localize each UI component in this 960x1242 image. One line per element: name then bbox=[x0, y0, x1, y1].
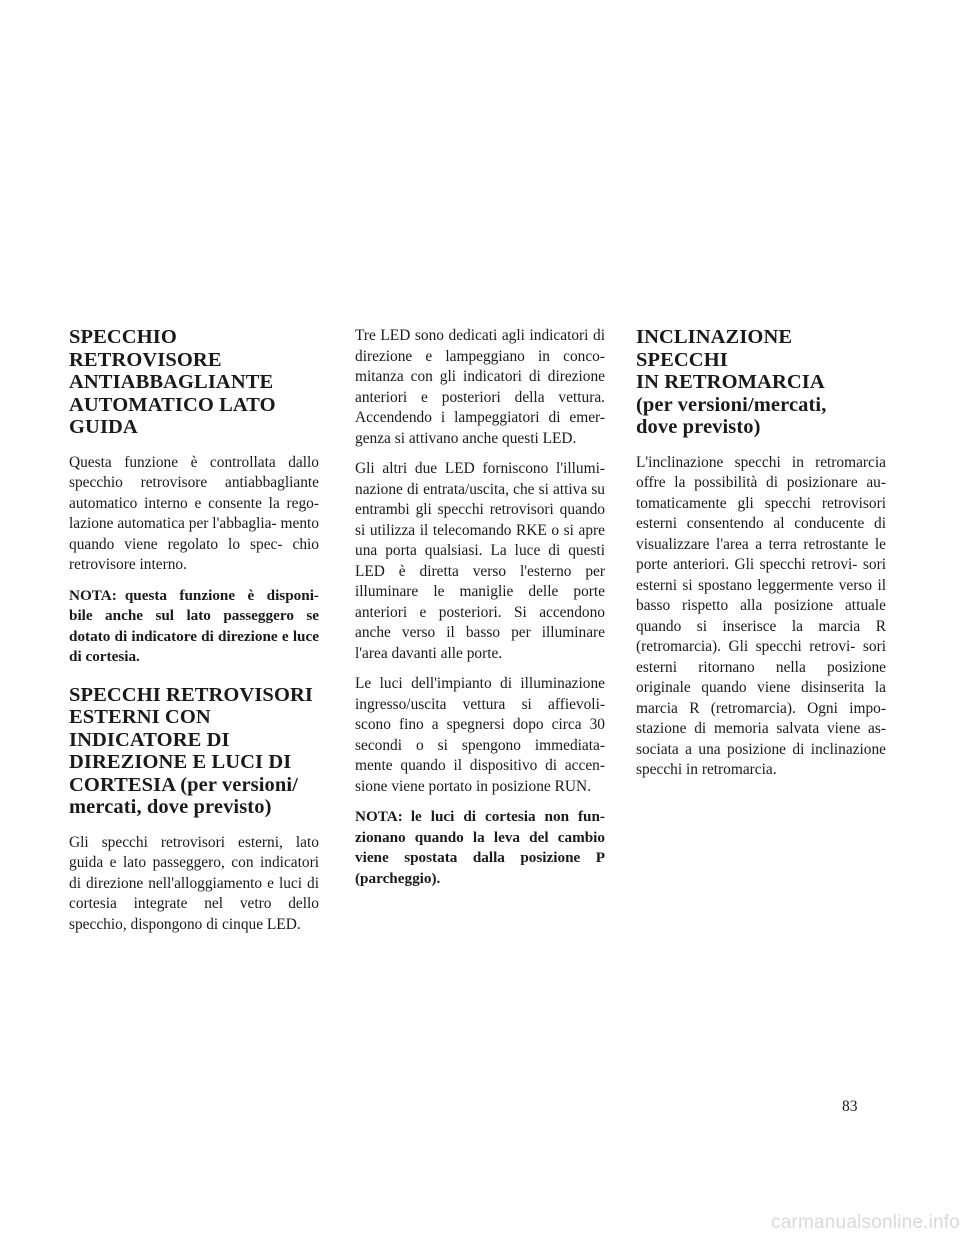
paragraph-turn-signal-leds: Tre LED sono dedicati agli indicatori di direzione e lampeggiano in conco- mitanza con gli indicatori di direzione anteriori e posteriori della vettura. Accendendo i lampeggiatori di emer- genza si attivano anche questi LED. bbox=[355, 327, 605, 447]
note-text: le luci di cortesia non fun- zionano quando la leva del cambio viene spostata dalla posizione P (parcheggio). bbox=[355, 808, 605, 887]
paragraph-exterior-mirrors-leds: Gli specchi retrovisori esterni, lato guida e lato passeggero, con indicatori di direzione nell'alloggiamento e luci di cortesia integrate nel vetro dello specchio, dispongono di cinque LED. bbox=[69, 833, 319, 933]
watermark: carmanualsonline.info bbox=[771, 1212, 960, 1233]
paragraph-reverse-tilt-description: L'inclinazione specchi in retromarcia offre la possibilità di posizionare au- tomaticamente gli specchi retrovisori esterni consentendo al conducente di visualizzare l'area a terra retrostante le porte anteriori. Gli specchi retrovi- sori esterni si spostano leggermente verso il basso rispetto alla posizione attuale quando si inserisce la marcia R (retromarcia). Gli specchi retrovi- sori esterni ritornano nella posizione originale quando viene disinserita la marcia R (retromarcia). Ogni impo- stazione di memoria salvata viene as- sociata a una posizione di inclinazione specchi in retromarcia. bbox=[636, 453, 886, 778]
column-left bbox=[69, 326, 319, 945]
note-label: NOTA: bbox=[69, 586, 117, 604]
column-right bbox=[636, 326, 886, 791]
paragraph-auto-dimming-description: Questa funzione è controllata dallo specchio retrovisore antiabbagliante automatico interno e consente la rego- lazione automatica per l'abbaglia- mento quando viene regolato lo spec- chio retrovisore interno. bbox=[69, 453, 319, 573]
page-number: 83 bbox=[842, 1098, 858, 1115]
note-courtesy-lights bbox=[355, 807, 605, 889]
section-heading-reverse-tilt-mirrors: INCLINAZIONE SPECCHI IN RETROMARCIA (per versioni/mercati, dove previsto) bbox=[636, 326, 827, 438]
section-heading-exterior-mirrors-turn-signal: SPECCHI RETROVISORI ESTERNI CON INDICATORE DI DIREZIONE E LUCI DI CORTESIA (per versioni/ mercati, dove previsto) bbox=[69, 683, 313, 818]
paragraph-courtesy-leds: Gli altri due LED forniscono l'illumi- nazione di entrata/uscita, che si attiva su entrambi gli specchi retrovisori quando si utilizza il telecomando RKE o si apre una porta qualsiasi. La luce di questi LED è diretta verso l'esterno per illuminare le maniglie delle porte anteriori e posteriori. Si accendono anche verso il basso per illuminare l'area davanti alle porte. bbox=[355, 460, 605, 662]
note-passenger-side bbox=[69, 586, 319, 668]
column-middle bbox=[355, 326, 605, 899]
section-heading-auto-dimming-mirror: SPECCHIO RETROVISORE ANTIABBAGLIANTE AUTOMATICO LATO GUIDA bbox=[69, 326, 276, 438]
paragraph-illumination-timeout: Le luci dell'impianto di illuminazione ingresso/uscita vettura si affievoli- scono fino a spegnersi dopo circa 30 secondi o si spengono immediata- mente quando il dispositivo di accen- sione viene portato in posizione RUN. bbox=[355, 675, 605, 795]
note-text: questa funzione è disponi- bile anche sul lato passeggero se dotato di indicatore di direzione e luce di cortesia. bbox=[69, 586, 319, 665]
note-label: NOTA: bbox=[355, 808, 403, 825]
